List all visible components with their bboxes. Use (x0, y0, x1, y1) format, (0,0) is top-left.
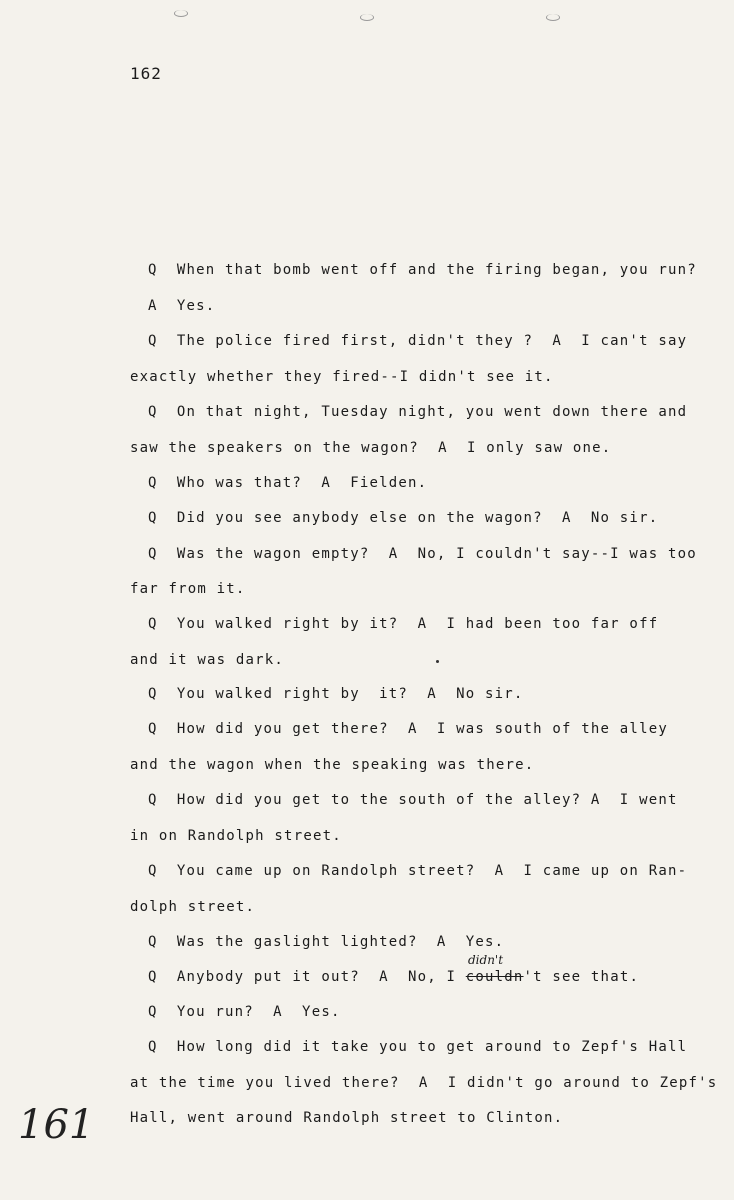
transcript-line: Q The police fired first, didn't they ? A I can't say (148, 333, 688, 349)
transcript-line: A Yes. (148, 298, 216, 314)
transcript-line-corrected (148, 969, 639, 985)
transcript-line: at the time you lived there? A I didn't go around to Zepf's (130, 1075, 718, 1091)
struck-word: couldn (465, 969, 524, 985)
transcript-line: Q You run? A Yes. (148, 1004, 341, 1020)
corrected-line-after: 't see that. (523, 969, 640, 985)
transcript-line: in on Randolph street. (130, 828, 342, 844)
transcript-line: Q You came up on Randolph street? A I came up on Ran- (148, 863, 688, 879)
transcript-line: dolph street. (130, 899, 256, 915)
transcript-line: and it was dark. (130, 652, 285, 668)
transcript-line: Q How did you get to the south of the alley? A I went (148, 792, 678, 808)
corrected-line-before: Q Anybody put it out? A No, I (148, 969, 466, 985)
ink-speck (436, 660, 439, 663)
punch-hole-left (174, 10, 188, 17)
transcript-line: and the wagon when the speaking was there. (130, 757, 535, 773)
transcript-line: exactly whether they fired--I didn't see it. (130, 369, 554, 385)
punch-hole-right (546, 14, 560, 21)
transcript-line: Q Was the wagon empty? A No, I couldn't say--I was too (148, 546, 697, 562)
transcript-line: Q You walked right by it? A No sir. (148, 686, 524, 702)
transcript-line: Q Who was that? A Fielden. (148, 475, 428, 491)
transcript-line: saw the speakers on the wagon? A I only saw one. (130, 440, 612, 456)
page-number: 162 (130, 64, 162, 83)
transcript-line: Q When that bomb went off and the firing began, you run? (148, 262, 697, 278)
transcript-line: Hall, went around Randolph street to Clinton. (130, 1110, 564, 1126)
transcript-line: Q Was the gaslight lighted? A Yes. (148, 934, 505, 950)
punch-hole-center (360, 14, 374, 21)
transcript-line: Q Did you see anybody else on the wagon? A No sir. (148, 510, 659, 526)
transcript-line: Q On that night, Tuesday night, you went down there and (148, 404, 688, 420)
handwritten-insertion: didn't (468, 953, 504, 967)
transcript-line: Q How did you get there? A I was south of the alley (148, 721, 668, 737)
transcript-line: Q You walked right by it? A I had been too far off (148, 616, 659, 632)
transcript-line: far from it. (130, 581, 246, 597)
handwritten-page-note: 161 (18, 1102, 95, 1148)
transcript-line: Q How long did it take you to get around to Zepf's Hall (148, 1039, 688, 1055)
